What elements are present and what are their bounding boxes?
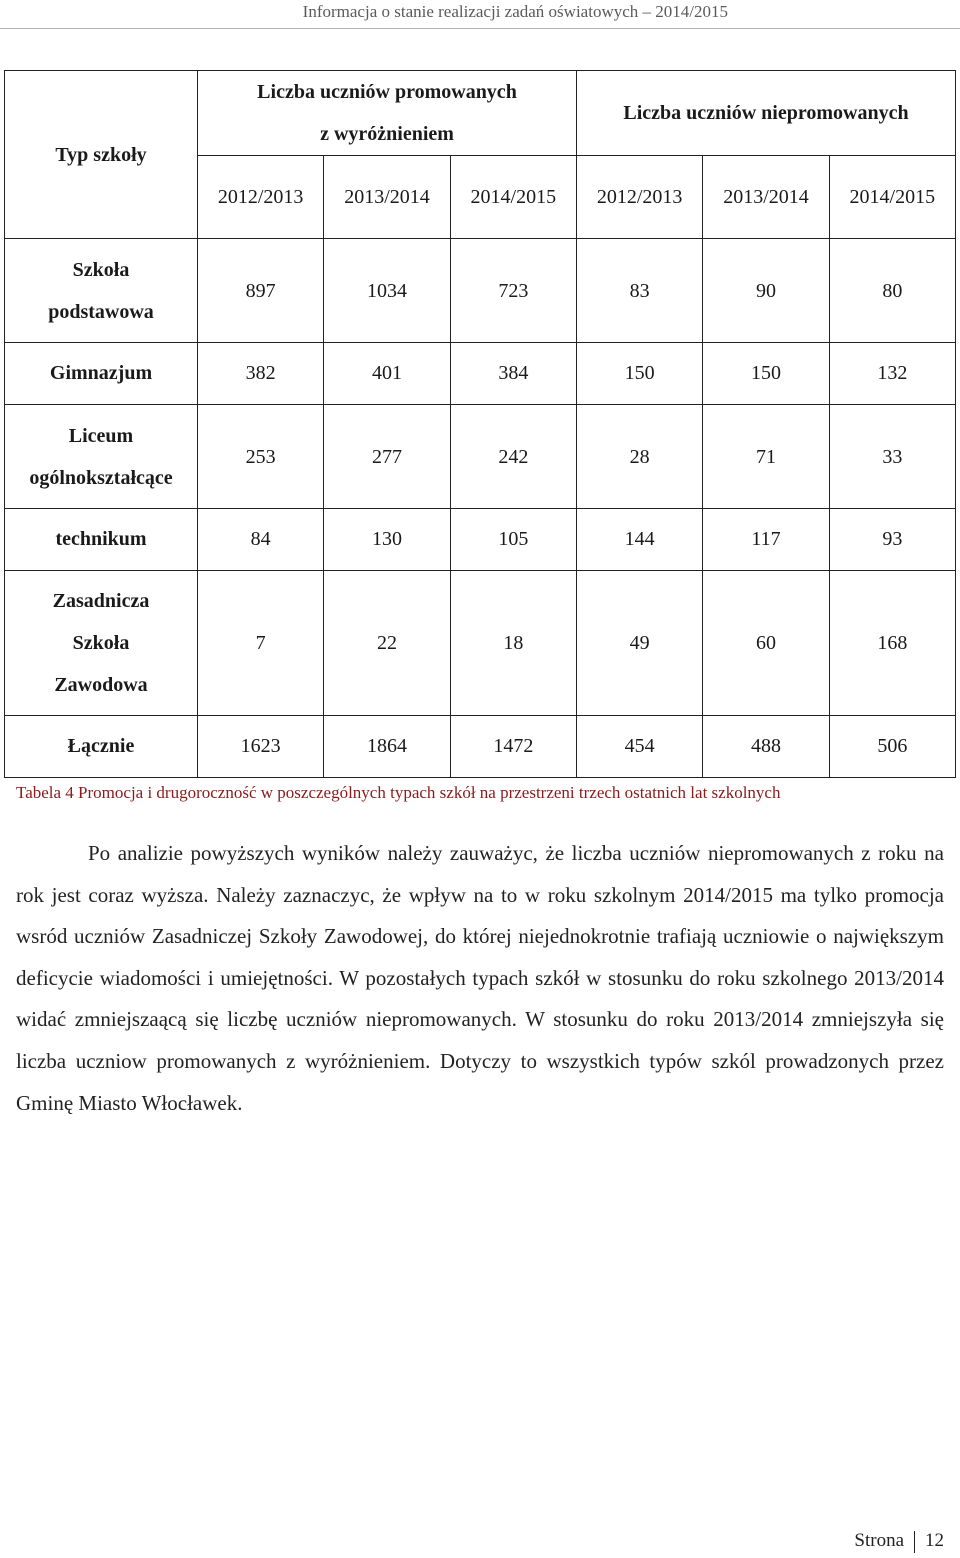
row-label: Gimnazjum	[5, 343, 198, 405]
row-label-line: Szkoła	[72, 258, 130, 281]
year-header: 2012/2013	[576, 156, 702, 239]
table-caption: Tabela 4 Promocja i drugoroczność w poszczególnych typach szkół na przestrzeni trzech ostatnich lat szkolnych	[16, 783, 781, 802]
header-school-type: Typ szkoły	[5, 71, 198, 239]
table-cell: 253	[198, 405, 324, 509]
table-total-row	[5, 716, 956, 778]
table-row	[5, 405, 956, 509]
year-header: 2014/2015	[829, 156, 955, 239]
table-cell: 7	[198, 571, 324, 716]
total-label: Łącznie	[5, 716, 198, 778]
page-header	[0, 0, 960, 29]
table-row	[5, 509, 956, 571]
total-cell: 488	[703, 716, 829, 778]
total-cell: 1623	[198, 716, 324, 778]
table-cell: 384	[450, 343, 576, 405]
row-label	[5, 571, 198, 716]
row-label	[5, 239, 198, 343]
total-cell: 1472	[450, 716, 576, 778]
year-header: 2013/2014	[703, 156, 829, 239]
row-label	[5, 405, 198, 509]
table-cell: 382	[198, 343, 324, 405]
row-label-line: Szkoła	[72, 632, 130, 654]
table-cell: 90	[703, 239, 829, 343]
total-cell: 454	[576, 716, 702, 778]
table-cell: 117	[703, 509, 829, 571]
table-cell: 130	[324, 509, 450, 571]
table-cell: 22	[324, 571, 450, 716]
promotion-table	[4, 70, 956, 778]
row-label-line: ogólnokształcące	[29, 466, 173, 489]
table-row	[5, 571, 956, 716]
page-label: Strona	[854, 1530, 904, 1551]
table-cell: 28	[576, 405, 702, 509]
header-not-promoted-group: Liczba uczniów niepromowanych	[576, 71, 955, 156]
table-header-row	[5, 71, 956, 156]
table-cell: 150	[703, 343, 829, 405]
row-label-line: podstawowa	[48, 300, 154, 323]
row-label-line: Zasadnicza	[52, 590, 150, 612]
page-footer	[854, 1530, 944, 1553]
table-cell: 277	[324, 405, 450, 509]
year-header: 2013/2014	[324, 156, 450, 239]
row-label: technikum	[5, 509, 198, 571]
row-label-line: Zawodowa	[54, 674, 148, 696]
year-header: 2014/2015	[450, 156, 576, 239]
table-cell: 71	[703, 405, 829, 509]
table-cell: 168	[829, 571, 955, 716]
table-cell: 723	[450, 239, 576, 343]
header-promoted-group	[198, 71, 577, 156]
header-title: Informacja o stanie realizacji zadań oświatowych – 2014/2015	[302, 2, 728, 21]
table-row	[5, 239, 956, 343]
table-cell: 60	[703, 571, 829, 716]
table-cell: 18	[450, 571, 576, 716]
header-promoted-line2: z wyróżnieniem	[320, 123, 454, 145]
table-row	[5, 343, 956, 405]
table-cell: 49	[576, 571, 702, 716]
total-cell: 506	[829, 716, 955, 778]
table-cell: 105	[450, 509, 576, 571]
page-number: 12	[925, 1530, 944, 1551]
table-cell: 93	[829, 509, 955, 571]
header-promoted-line1: Liczba uczniów promowanych	[257, 81, 517, 103]
table-cell: 33	[829, 405, 955, 509]
table-cell: 144	[576, 509, 702, 571]
table-cell: 401	[324, 343, 450, 405]
table-cell: 132	[829, 343, 955, 405]
row-label-line: Liceum	[68, 424, 134, 447]
table-cell: 897	[198, 239, 324, 343]
table-cell: 1034	[324, 239, 450, 343]
body-paragraph: Po analizie powyższych wyników należy zauważyc, że liczba uczniów niepromowanych z roku na rok jest coraz wyższa. Należy zaznaczyc, że wpływ na to w roku szkolnym 2014/2015 ma tylko promocja wsród uczniów Zasadniczej Szkoły Zawodowej, do której niejednokrotnie trafiają uczniowie o największym deficycie wiadomości i umiejętności. W pozostałych typach szkół w stosunku do roku szkolnego 2013/2014 widać zmniejszaącą się liczbę uczniów niepromowanych. W stosunku do roku 2013/2014 zmniejszyła się liczba uczniow promowanych z wyróżnieniem. Dotyczy to wszystkich typów szkól prowadzonych przez Gminę Miasto Włocławek.	[16, 841, 944, 1115]
footer-separator	[914, 1531, 915, 1553]
total-cell: 1864	[324, 716, 450, 778]
table-cell: 80	[829, 239, 955, 343]
year-header: 2012/2013	[198, 156, 324, 239]
table-cell: 242	[450, 405, 576, 509]
table-cell: 84	[198, 509, 324, 571]
table-cell: 83	[576, 239, 702, 343]
table-cell: 150	[576, 343, 702, 405]
